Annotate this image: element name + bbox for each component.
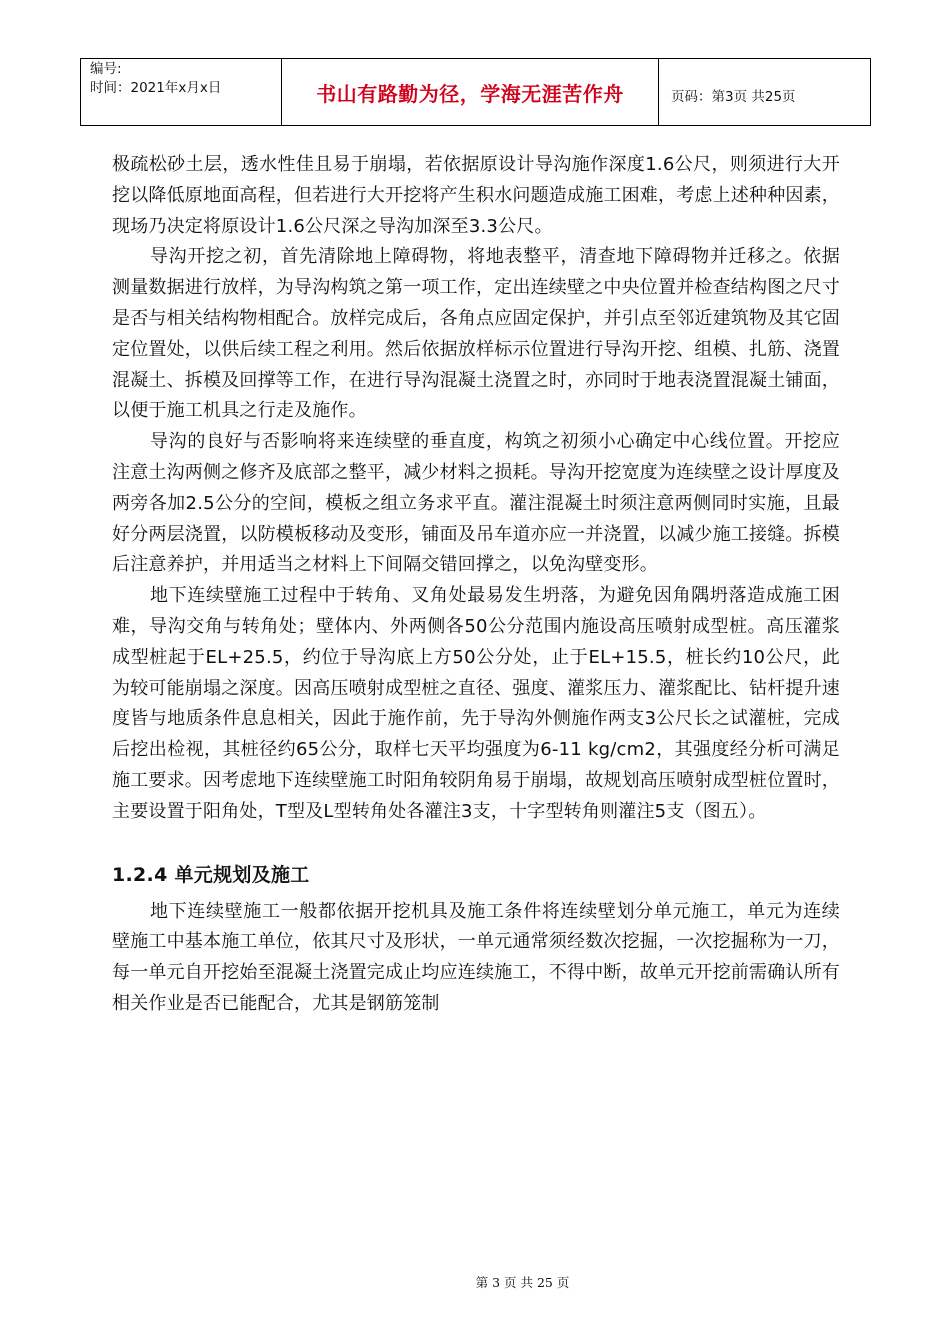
body-paragraph-4: 地下连续壁施工过程中于转角、叉角处最易发生坍落，为避免因角隅坍落造成施工困难，导沟交角与转角处；壁体内、外两侧各50公分范围内施设高压喷射成型桩。高压灌浆成型桩起于EL+25.5，约位于导沟底上方50公分处，止于EL+15.5，桩长约10公尺，此为较可能崩塌之深度。因高压喷射成型桩之直径、强度、灌浆压力、灌浆配比、钻杆提升速度皆与地质条件息息相关，因此于施作前，先于导沟外侧施作两支3公尺长之试灌桩，完成后挖出检视，其桩径约65公分，取样七天平均强度为6-11 kg/cm2，其强度经分析可满足施工要求。因考虑地下连续壁施工时阳角较阴角易于崩塌，故规划高压喷射成型桩位置时，主要设置于阳角处，T型及L型转角处各灌注3支，十字型转角则灌注5支（图五）。 — [112, 585, 840, 822]
header-time-label: 时间：2021年x月x日 — [90, 80, 222, 96]
page-header-table — [80, 58, 871, 126]
body-paragraph-2: 导沟开挖之初，首先清除地上障碍物，将地表整平，清查地下障碍物并迁移之。依据测量数据进行放样，为导沟构筑之第一项工作，定出连续壁之中央位置并检查结构图之尺寸是否与相关结构物相配合。放样完成后，各角点应固定保护，并引点至邻近建筑物及其它固定位置处，以供后续工程之利用。然后依据放样标示位置进行导沟开挖、组模、扎筋、浇置混凝土、拆模及回撑等工作，在进行导沟混凝土浇置之时，亦同时于地表浇置混凝土铺面，以便于施工机具之行走及施作。 — [112, 246, 840, 422]
body-paragraph-1: 极疏松砂土层，透水性佳且易于崩塌，若依据原设计导沟施作深度1.6公尺，则须进行大开挖以降低原地面高程，但若进行大开挖将产生积水问题造成施工困难，考虑上述种种因素，现场乃决定将原设计1.6公尺深之导沟加深至3.3公尺。 — [112, 154, 840, 237]
page-footer: 第 3 页 共 25 页 — [475, 1275, 570, 1290]
header-motto: 书山有路勤为径，学海无涯苦作舟 — [282, 59, 659, 126]
body-paragraph-3: 导沟的良好与否影响将来连续壁的垂直度，构筑之初须小心确定中心线位置。开挖应注意土沟两侧之修齐及底部之整平，减少材料之损耗。导沟开挖宽度为连续壁之设计厚度及两旁各加2.5公分的空间，模板之组立务求平直。灌注混凝土时须注意两侧同时实施，且最好分两层浇置，以防模板移动及变形，铺面及吊车道亦应一并浇置，以减少施工接缝。拆模后注意养护，并用适当之材料上下间隔交错回撑之，以免沟壁变形。 — [112, 431, 840, 576]
document-body — [112, 150, 840, 1020]
section-paragraph: 地下连续壁施工一般都依据开挖机具及施工条件将连续壁划分单元施工，单元为连续壁施工中基本施工单位，依其尺寸及形状，一单元通常须经数次挖掘，一次挖掘称为一刀，每一单元自开挖始至混凝土浇置完成止均应连续施工，不得中断，故单元开挖前需确认所有相关作业是否已能配合，尤其是钢筋笼制 — [112, 900, 840, 1014]
header-page-info: 页码：第3页 共25页 — [671, 89, 796, 105]
section-heading: 1.2.4 单元规划及施工 — [112, 863, 310, 886]
header-page-cell — [659, 59, 871, 126]
header-number-label: 编号: — [90, 61, 122, 77]
header-meta-cell — [81, 59, 282, 126]
